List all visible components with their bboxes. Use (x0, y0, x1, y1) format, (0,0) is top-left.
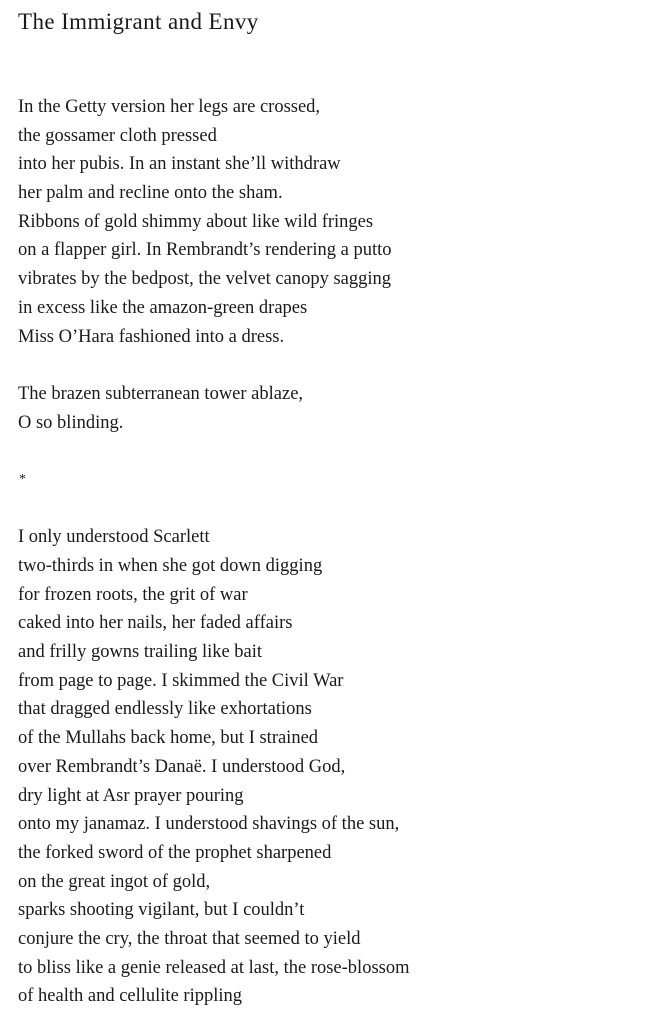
poem-line: for frozen roots, the grit of war (18, 584, 248, 605)
poem-line: the gossamer cloth pressed (18, 125, 217, 146)
poem-line: sparks shooting vigilant, but I couldn’t (18, 900, 305, 921)
poem-line: The brazen subterranean tower ablaze, (18, 383, 304, 404)
poem-line: and frilly gowns trailing like bait (18, 642, 263, 663)
poem-line: caked into her nails, her faded affairs (18, 613, 293, 634)
poem-line: from page to page. I skimmed the Civil War (18, 670, 344, 691)
poem-line: into her pubis. In an instant she’ll withdraw (18, 154, 341, 175)
poem-line: dry light at Asr prayer pouring (18, 785, 244, 806)
poem-line: that dragged endlessly like exhortations (18, 699, 312, 720)
poem-line: in excess like the amazon-green drapes (18, 297, 308, 318)
poem-line: of the Mullahs back home, but I strained (18, 728, 319, 749)
poem-line: I only understood Scarlett (18, 527, 210, 548)
stanza-2 (18, 380, 648, 437)
poem-line: of health and cellulite rippling (18, 986, 242, 1007)
poem-line: vibrates by the bedpost, the velvet canopy sagging (18, 269, 391, 290)
poem-line: onto my janamaz. I understood shavings of the sun, (18, 814, 400, 835)
poem-title: The Immigrant and Envy (18, 9, 259, 34)
stanza-gap (18, 495, 648, 524)
stanza-3 (18, 523, 648, 1011)
poem-line: her palm and recline onto the sham. (18, 183, 283, 204)
poem-line: Miss O’Hara fashioned into a dress. (18, 326, 285, 347)
stanza-1 (18, 93, 648, 351)
poem-line: over Rembrandt’s Danaë. I understood God, (18, 756, 346, 777)
poem-line: the forked sword of the prophet sharpened (18, 842, 332, 863)
poem-line: on a flapper girl. In Rembrandt’s rendering a putto (18, 240, 392, 261)
poem-line: Ribbons of gold shimmy about like wild fringes (18, 211, 374, 232)
poem-line: In the Getty version her legs are crossed, (18, 97, 321, 117)
poem-body (18, 93, 648, 1011)
stanza-gap (18, 437, 648, 466)
poem-line: on the great ingot of gold, (18, 871, 211, 892)
section-break: * (19, 471, 26, 487)
poem-line: to bliss like a genie released at last, the rose-blossom (18, 957, 410, 978)
poem-line: O so blinding. (18, 412, 124, 433)
poem-line: conjure the cry, the throat that seemed to yield (18, 928, 361, 949)
poem-line: two-thirds in when she got down digging (18, 556, 323, 576)
stanza-gap (18, 351, 648, 380)
